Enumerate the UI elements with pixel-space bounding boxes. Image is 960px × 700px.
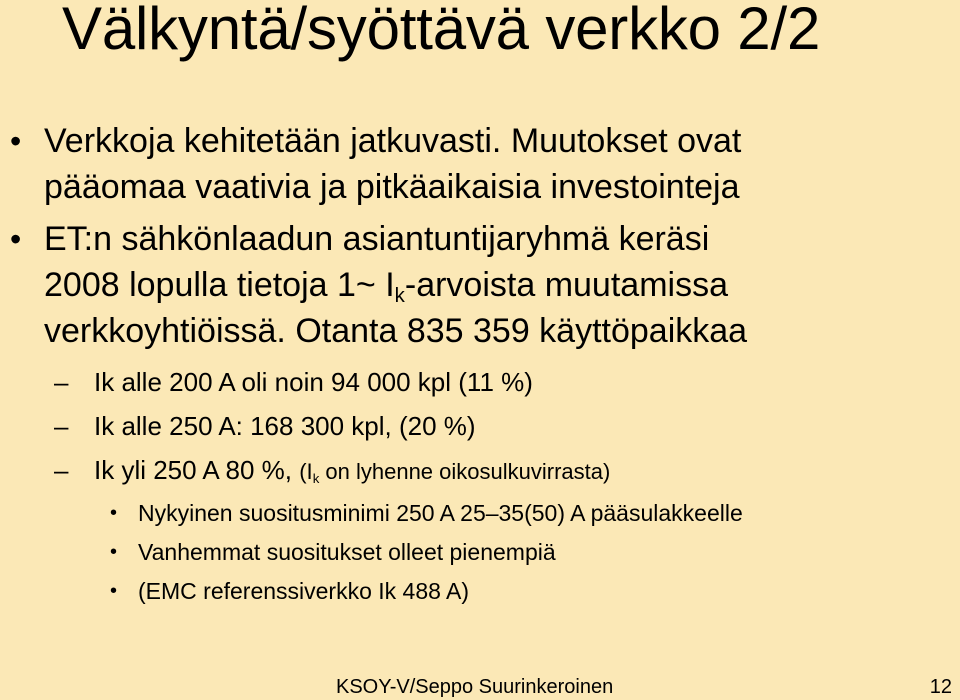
dash-text: Ik alle 200 A oli noin 94 000 kpl (11 %) <box>94 367 533 397</box>
bullet-line: ET:n sähkönlaadun asiantuntijaryhmä keräsi <box>44 220 710 258</box>
bullet-text: -arvoista muutamissa <box>404 266 728 304</box>
sub-bullet-item <box>0 533 960 572</box>
sub-bullet-marker: • <box>110 580 118 602</box>
dash-marker: – <box>54 455 69 485</box>
sub-bullet-marker: • <box>110 502 118 524</box>
dash-item <box>0 404 960 448</box>
dash-item <box>0 360 960 404</box>
bullet-item-survey <box>0 216 924 354</box>
bullet-text: 2008 lopulla tietoja 1~ I <box>44 266 395 304</box>
subscript-k: k <box>312 470 320 486</box>
slide-title: Välkyntä/syöttävä verkko 2/2 <box>62 0 821 62</box>
slide-footer <box>0 674 960 700</box>
sub-bullet-item <box>0 572 960 611</box>
page-number: 12 <box>929 676 952 698</box>
dash-marker: – <box>54 367 69 397</box>
dash-text: Ik yli 250 A 80 %, <box>94 455 300 485</box>
bullet-marker: • <box>10 123 22 159</box>
sub-bullet-text: (EMC referenssiverkko Ik 488 A) <box>138 578 470 604</box>
bullet-line: pääomaa vaativia ja pitkäaikaisia investointeja <box>44 168 740 206</box>
bullet-line: Verkkoja kehitetään jatkuvasti. Muutokset ovat <box>44 122 742 160</box>
subscript-k: k <box>394 285 405 308</box>
bullet-item-investments <box>0 118 924 210</box>
dash-note-text: on lyhenne oikosulkuvirrasta) <box>319 459 611 484</box>
dash-note-text: (I <box>299 459 313 484</box>
bullet-list <box>0 118 960 611</box>
sub-bullet-item <box>0 494 960 533</box>
bullet-line: verkkoyhtiöissä. Otanta 835 359 käyttöpaikkaa <box>44 312 748 350</box>
bullet-marker: • <box>10 221 22 257</box>
dash-item <box>0 448 960 494</box>
dash-note <box>299 459 610 484</box>
sub-bullet-text: Vanhemmat suositukset olleet pienempiä <box>138 539 556 565</box>
dash-text: Ik alle 250 A: 168 300 kpl, (20 %) <box>94 411 476 441</box>
sub-bullet-marker: • <box>110 541 118 563</box>
bullet-line <box>44 262 924 308</box>
sub-bullet-text: Nykyinen suositusminimi 250 A 25–35(50) A pääsulakkeelle <box>138 500 743 526</box>
footer-author: KSOY-V/Seppo Suurinkeroinen <box>336 676 614 698</box>
dash-marker: – <box>54 411 69 441</box>
